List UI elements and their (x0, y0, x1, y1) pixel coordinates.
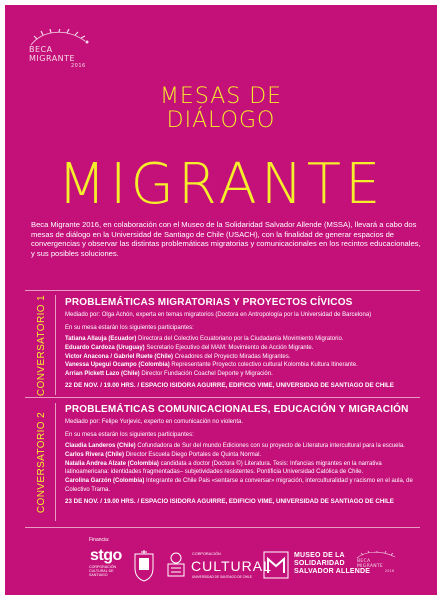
vertical-divider (55, 295, 56, 395)
participant: Vanessa Upegui Ocampo (Colombia) Representante Proyecto colectivo cultural Kolombia Kultura Itinerante. (65, 362, 358, 369)
section-1 (65, 297, 425, 390)
participant: Victor Anacona / Gabriel Ruete (Chile) Creadores del Proyecto Miradas Migrantes. (65, 353, 291, 360)
section-2-mediator: Mediado por: Felipe Yurjevic, experto en comunicación no violenta. (65, 419, 243, 425)
university-crest-icon (165, 550, 187, 582)
section-1-date: 22 DE NOV. / 19.00 HRS. / ESPACIO ISIDORA AGUIRRE, EDIFICIO VIME, UNIVERSIDAD DE SANTIAGO DE CHILE (65, 381, 394, 389)
title-mesas (5, 85, 437, 133)
cultural-foot: UNIVERSIDAD DE SANTIAGO DE CHILE (192, 575, 253, 579)
cultural-logo: CULTURAL (191, 558, 272, 574)
museo-line2: SOLIDARIDAD (294, 560, 345, 567)
sidebar-conversatorio-2: CONVERSATORIO 2 (36, 411, 48, 513)
cultural-small: CORPORACIÓN (192, 552, 221, 556)
section-1-participants (65, 335, 425, 379)
participant: Tatiana Allauja (Ecuador) Directora del Colectivo Ecuatoriano por la Ciudadanía Movimiento Migratorio. (65, 336, 344, 342)
stgo-logo: stgo (90, 547, 122, 564)
divider (25, 527, 420, 528)
participant: Eduardo Cardoza (Uruguay) Secretario Ejecutivo del MAM: Movimiento de Acción Migrante. (65, 344, 314, 351)
participant: Carlos Rivera (Chile) Director Escuela Diego Portales de Quinta Normal. (65, 451, 262, 458)
section-2-prelist: En su mesa estarán los siguientes participantes: (65, 432, 194, 438)
section-1-title: PROBLEMÁTICAS MIGRATORIAS Y PROYECTOS CÍVICOS (65, 297, 353, 308)
beca-migrante-small-logo (355, 551, 405, 581)
usach-shield-icon (133, 550, 155, 582)
divider (25, 290, 420, 291)
title-line1: MESAS DE (159, 84, 283, 109)
section-2 (65, 404, 425, 506)
title-big: MIGRANTE (57, 152, 385, 217)
section-1-prelist: En su mesa estarán los siguientes participantes: (65, 325, 194, 331)
museo-line1: MUSEO DE LA (294, 552, 345, 559)
stgo-sub: CORPORACIÓN CULTURAL DE SANTIAGO (89, 565, 117, 578)
logo-year: 2016 (71, 63, 86, 69)
museo-line3: SALVADOR ALLENDE (294, 568, 371, 575)
section-2-date: 23 DE NOV. / 19.00 HRS. / ESPACIO ISIDORA AGUIRRE, EDIFICIO VIME, UNIVERSIDAD DE SANTIAGO DE CHILE (65, 497, 394, 505)
footer-label: Financia: (89, 537, 110, 543)
participant: Arrian Pickett Lazo (Chile) Director Fundación Coachel Deporte y Migración. (65, 371, 273, 378)
beca-small-line2: MIGRANTE (357, 564, 384, 569)
logo-line2: MIGRANTE (29, 54, 76, 63)
sidebar-conversatorio-1: CONVERSATORIO 1 (36, 294, 48, 396)
beca-small-line1: BECA (357, 559, 371, 564)
participant: Natalia Andrea Alzate (Colombia) candidata a doctor (Doctora ©) Literatura. Tesis: Infancias migrantes en la narrativa latinoamericana: identidades fragmentadas– subjetividades resistentes. Pontificia Universidad Católica de Chile. (65, 460, 382, 476)
participant: Claudia Landeros (Chile) Cofundadora de Sur del mundo Ediciones con su proyecto de Literatura intercultural para la escuela. (65, 443, 405, 449)
museo-logo-icon (263, 551, 289, 579)
section-1-mediator: Mediado por: Olga Achón, experta en temas migratorios (Doctora en Antropología por la Universidad de Barcelona) (65, 312, 372, 318)
divider (25, 397, 420, 398)
beca-migrante-logo (27, 29, 97, 75)
section-2-title: PROBLEMÁTICAS COMUNICACIONALES, EDUCACIÓN Y MIGRACIÓN (65, 404, 409, 415)
vertical-divider (55, 403, 56, 521)
intro-text: Beca Migrante 2016, en colaboración con el Museo de la Solidaridad Salvador Allende (MSSA), llevará a cabo dos mesas de diálogo en la Universidad de Santiago de Chile (USACH), con la finalidad de generar espacios de convergencias y observar las distintas problemáticas migratorias y comunicacionales en los recintos educacionales, y sus posibles soluciones. (31, 220, 421, 258)
beca-small-year: 2016 (385, 569, 395, 573)
title-line2: DIÁLOGO (166, 108, 276, 133)
participant: Carolina Garzón (Colombia) Integrante de Chile Pais «sentarse a conversar» migración, interculturalidad y racismo en el aula, de Colectivo Trama. (65, 478, 413, 493)
logo-line1: BECA (29, 45, 53, 54)
poster (5, 5, 437, 595)
section-2-participants (65, 442, 425, 495)
